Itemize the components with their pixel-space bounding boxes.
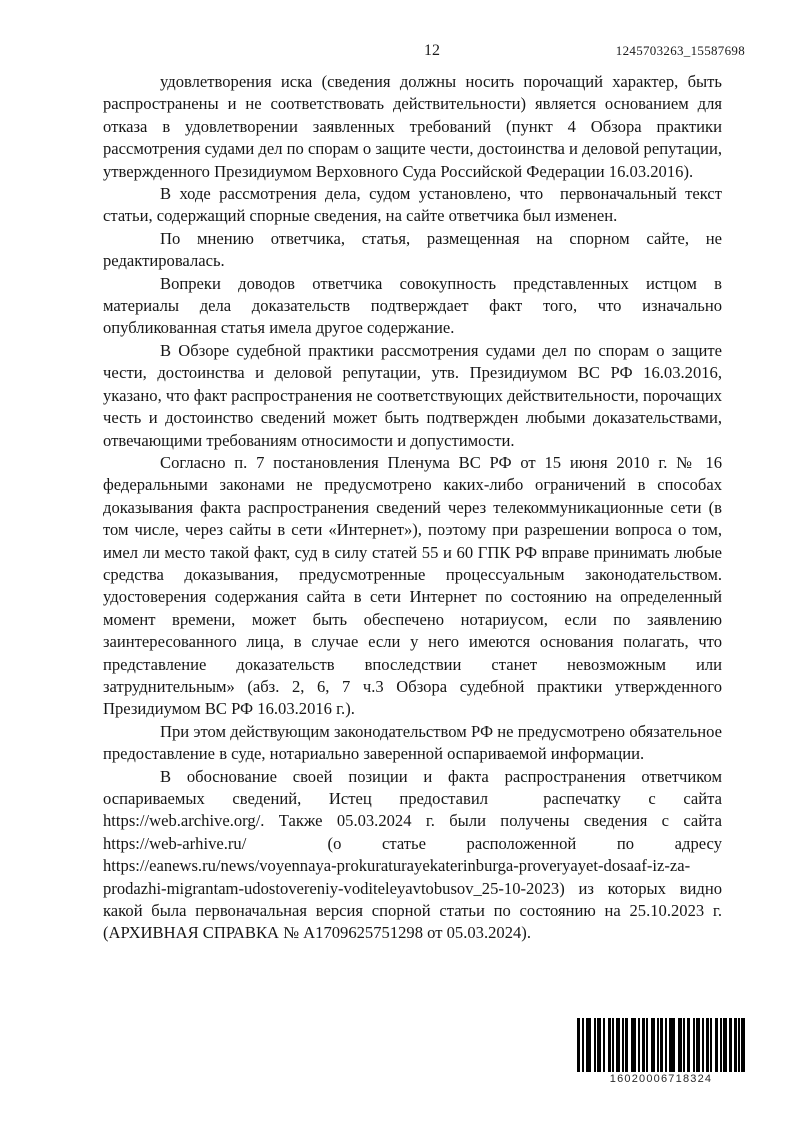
page-number: 12	[424, 42, 440, 59]
barcode	[577, 1018, 745, 1085]
paragraph: Согласно п. 7 постановления Пленума ВС РФ от 15 июня 2010 г. № 16 федеральными законами не предусмотрено каких-либо ограничений в способах доказывания факта распространения сведений через телекоммуникационные сети (в том числе, через сайты в сети «Интернет»), поэтому при разрешении вопроса о том, имел ли место такой факт, суд в силу статей 55 и 60 ГПК РФ вправе принимать любые средства доказывания, предусмотренные процессуальным законодательством. удостоверения содержания сайта в сети Интернет по состоянию на определенный момент времени, может быть обеспечено нотариусом, если по заявлению заинтересованного лица, в случае если у него имеются основания полагать, что представление доказательств впоследствии станет невозможным или затруднительным» (абз. 2, 6, 7 ч.3 Обзора судебной практики утвержденного Президиумом ВС РФ 16.03.2016 г.).	[103, 452, 727, 719]
paragraph: При этом действующим законодательством РФ не предусмотрено обязательное предоставление в суде, нотариально заверенной оспариваемой информации.	[103, 721, 727, 764]
paragraph: В Обзоре судебной практики рассмотрения судами дел по спорам о защите чести, достоинства и деловой репутации, утв. Президиумом ВС РФ 16.03.2016, указано, что факт распространения не соответствующих действительности, порочащих честь и достоинство сведений может быть подтвержден любыми доказательствами, отвечающими требованиям относимости и допустимости.	[103, 340, 735, 450]
paragraph: удовлетворения иска (сведения должны носить порочащий характер, быть распространены и не соответствовать действительности) является основанием для отказа в удовлетворении заявленных требований (пункт 4 Обзора практики рассмотрения судами дел по спорам о защите чести, достоинства и деловой репутации, утвержденного Президиумом Верховного Суда Российской Федерации 16.03.2016).	[103, 72, 727, 181]
paragraph: По мнению ответчика, статья, размещенная на спорном сайте, не редактировалась.	[103, 228, 727, 271]
document-id: 1245703263_15587698	[615, 43, 745, 58]
barcode-icon	[577, 1018, 745, 1072]
paragraph: В обоснование своей позиции и факта распространения ответчиком оспариваемых сведений, Истец предоставил распечатку с сайта https://web.archive.org/. Также 05.03.2024 г. были получены сведения с сайта https://web-arhive.ru/ (о статье расположенной по адресу https://eanews.ru/news/voyennaya-prokuraturayekaterinburga-proveryayet-dosaaf-iz-za-prodazhi-migrantam-udostovereniy-voditeleyavtobusov_25-10-2023) из которых видно какой была первоначальная версия спорной статьи по состоянию на 25.10.2023 г. (АРХИВНАЯ СПРАВКА № А1709625751298 от 05.03.2024).	[103, 766, 727, 943]
paragraph: В ходе рассмотрения дела, судом установлено, что первоначальный текст статьи, содержащий спорные сведения, на сайте ответчика был изменен.	[103, 184, 727, 226]
document-body	[103, 71, 735, 945]
paragraph: Вопреки доводов ответчика совокупность представленных истцом в материалы дела доказательств подтверждает факт того, что изначально опубликованная статья имела другое содержание.	[103, 273, 727, 338]
barcode-number: 16020006718324	[609, 1073, 713, 1085]
